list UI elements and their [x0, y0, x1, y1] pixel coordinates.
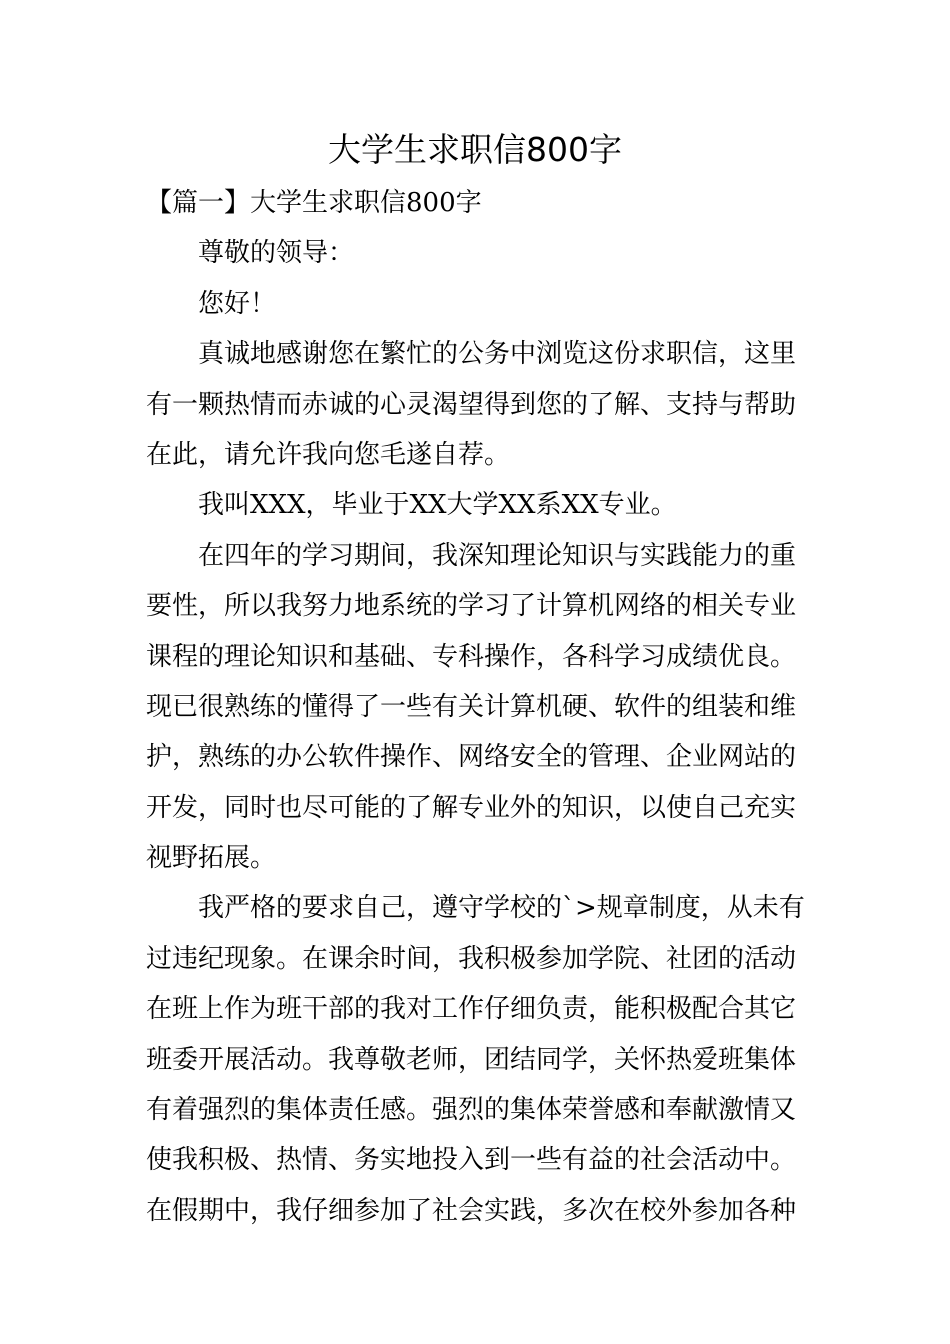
paragraph — [146, 883, 810, 1236]
text-line: 您好！ — [198, 288, 277, 319]
text-line: 要性，所以我努力地系统的学习了计算机网络的相关专业 — [146, 591, 797, 622]
text-line: 我叫XXX，毕业于XX大学XX系XX专业。 — [198, 490, 677, 521]
text-line: 过违纪现象。在课余时间，我积极参加学院、社团的活动 — [146, 943, 797, 974]
text-line: 在班上作为班干部的我对工作仔细负责，能积极配合其它 — [146, 994, 797, 1025]
document-body — [146, 178, 810, 1236]
text-line: 视野拓展。 — [146, 843, 277, 874]
text-line: 有着强烈的集体责任感。强烈的集体荣誉感和奉献激情又 — [146, 1095, 797, 1126]
text-line: 开发，同时也尽可能的了解专业外的知识，以使自己充实 — [146, 792, 797, 823]
text-line: 我严格的要求自己，遵守学校的`>规章制度，从未有 — [198, 893, 805, 924]
greeting — [146, 279, 810, 329]
text-line: 班委开展活动。我尊敬老师，团结同学，关怀热爱班集体 — [146, 1044, 797, 1075]
text-line: 现已很熟练的懂得了一些有关计算机硬、软件的组装和维 — [146, 691, 797, 722]
document-title: 大学生求职信800字 — [328, 130, 622, 169]
text-line: 使我积极、热情、务实地投入到一些有益的社会活动中。 — [146, 1145, 797, 1176]
paragraph — [146, 329, 810, 480]
text-line: 有一颗热情而赤诚的心灵渴望得到您的了解、支持与帮助 — [146, 389, 797, 420]
text-line: 课程的理论知识和基础、专科操作，各科学习成绩优良。 — [146, 641, 797, 672]
text-line: 在假期中，我仔细参加了社会实践，多次在校外参加各种 — [146, 1195, 797, 1226]
paragraph — [146, 480, 810, 530]
paragraph — [146, 531, 810, 884]
salutation — [146, 228, 810, 278]
text-line: 真诚地感谢您在繁忙的公务中浏览这份求职信，这里 — [198, 339, 797, 370]
text-line: 在四年的学习期间，我深知理论知识与实践能力的重 — [198, 540, 797, 571]
text-line: 尊敬的领导： — [198, 238, 355, 269]
text-line: 在此，请允许我向您毛遂自荐。 — [146, 439, 511, 470]
text-line: 护，熟练的办公软件操作、网络安全的管理、企业网站的 — [146, 742, 797, 773]
section-heading — [146, 178, 810, 228]
text-line: 【篇一】大学生求职信800字 — [146, 188, 482, 218]
